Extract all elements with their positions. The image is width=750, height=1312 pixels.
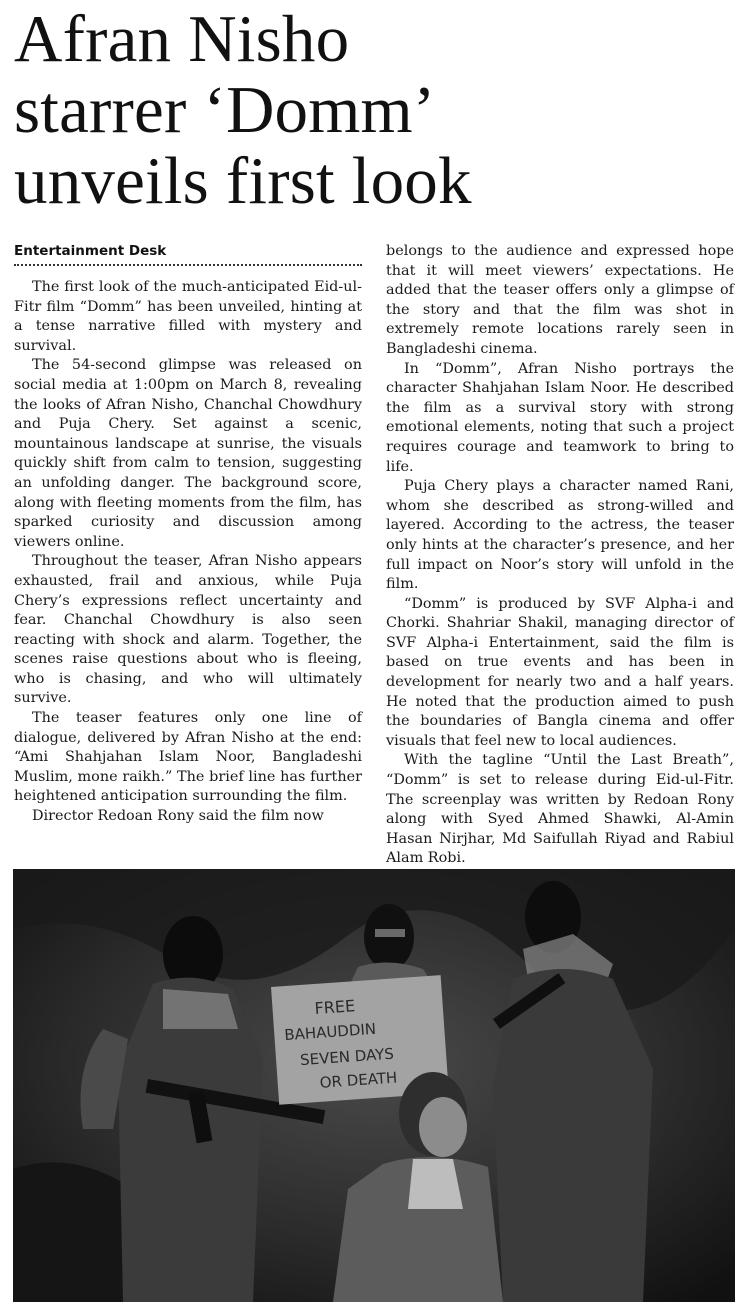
film-still-photo [13,869,735,1302]
paragraph: belongs to the audience and expressed hope that it will meet viewers’ expectations. He added that the teaser offers only a glimpse of the story and that the film was shot in extremely remote locations rarely seen in Bangladeshi cinema. [386,243,734,357]
sign-line-4: OR DEATH [319,1068,398,1092]
article-column-left [14,242,362,827]
paragraph: “Domm” is produced by SVF Alpha-i and Chorki. Shahriar Shakil, managing director of SVF Alpha-i Entertainment, said the film is based on true events and has been in development for nearly two and a half years. He noted that the production aimed to push the boundaries of Bangla cinema and offer visuals that feel new to local audiences. [386,595,734,749]
article-column-right [386,242,734,869]
paragraph: The first look of the much-anticipated Eid-ul-Fitr film “Domm” has been unveiled, hinting at a tense narrative filled with mystery and survival. [14,279,362,354]
paragraph: Throughout the teaser, Afran Nisho appears exhausted, frail and anxious, while Puja Chery’s expressions reflect uncertainty and fear. Chanchal Chowdhury is also seen reacting with shock and alarm. Together, the scenes raise questions about who is fleeing, who is chasing, and who will ultimately survive. [14,553,362,707]
paragraph: In “Domm”, Afran Nisho portrays the character Shahjahan Islam Noor. He described the film as a survival story with strong emotional elements, noting that such a project requires courage and teamwork to bring to life. [386,360,734,475]
sign-line-2: BAHAUDDIN [283,1019,377,1045]
paragraph: Director Redoan Rony said the film now [32,808,324,825]
headline-line-1: Afran Nisho [14,2,350,76]
headline [14,4,734,217]
paragraph: With the tagline “Until the Last Breath”, “Domm” is set to release during Eid-ul-Fitr. The screenplay was written by Redoan Rony along with Syed Ahmed Shawki, Al-Amin Hasan Nirjhar, Md Saifullah Riyad and Rabiul Alam Robi. [386,752,734,867]
sign-line-3: SEVEN DAYS [299,1044,395,1070]
dotted-divider [14,264,362,266]
headline-line-3: unveils first look [14,144,472,218]
sign-line-1: FREE [313,996,356,1018]
paragraph: The teaser features only one line of dialogue, delivered by Afran Nisho at the end: “Ami Shahjahan Islam Noor, Bangladeshi Muslim, mone raikh.” The brief line has further heightened anticipation surrounding the film. [14,710,362,805]
headline-line-2: starrer ‘Domm’ [14,73,436,147]
paragraph: The 54-second glimpse was released on social media at 1:00pm on March 8, revealing the looks of Afran Nisho, Chanchal Chowdhury and Puja Chery. Set against a scenic, mountainous landscape at sunrise, the visuals quickly shift from calm to tension, suggesting an unfolding danger. The background score, along with fleeting moments from the film, has sparked curiosity and discussion among viewers online. [14,357,362,550]
paragraph: Puja Chery plays a character named Rani, whom she described as strong-willed and layered. According to the actress, the teaser only hints at the character’s presence, and her full impact on Noor’s story will unfold in the film. [386,478,734,593]
film-still-illustration [13,869,735,1302]
byline: Entertainment Desk [14,243,167,259]
